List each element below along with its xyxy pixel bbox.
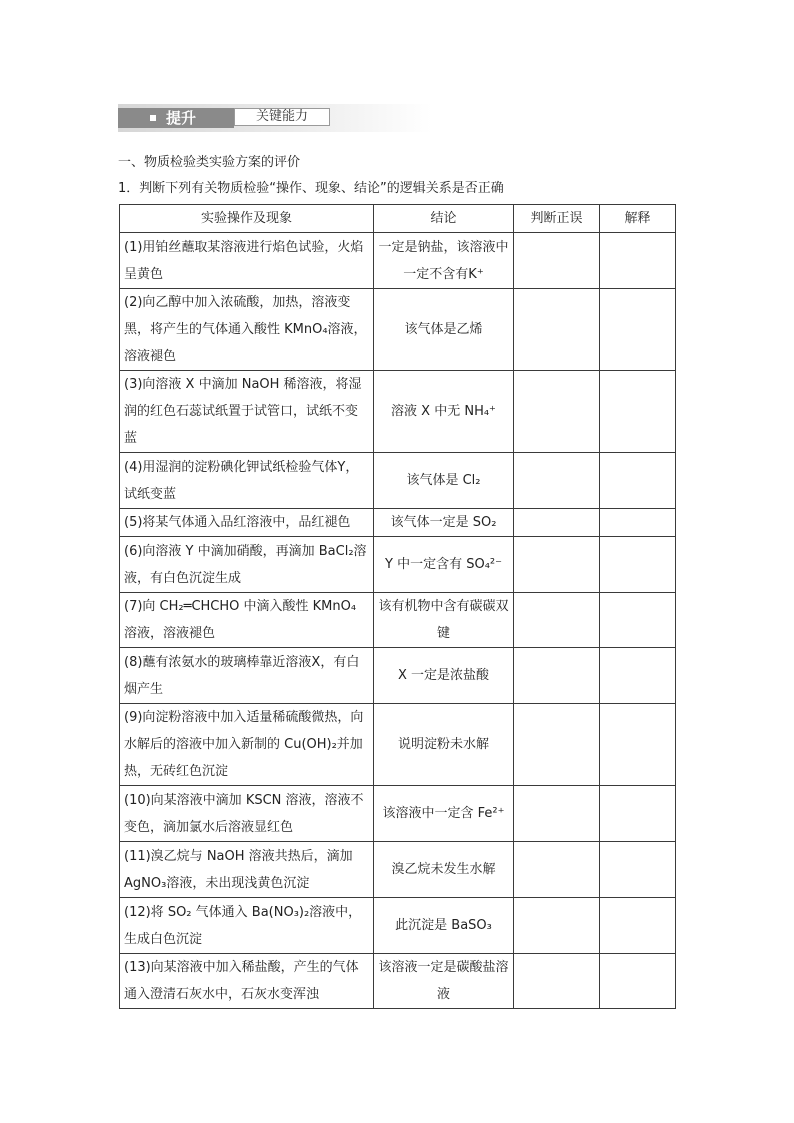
table-row (120, 648, 676, 704)
conclusion-cell: 该有机物中含有碳碳双键 (374, 593, 514, 648)
operation-cell: (1)用铂丝蘸取某溶液进行焰色试验，火焰呈黄色 (120, 233, 374, 289)
conclusion-cell: 该气体一定是 SO₂ (374, 509, 514, 537)
explanation-cell[interactable] (600, 233, 676, 289)
operation-cell: (8)蘸有浓氨水的玻璃棒靠近溶液X，有白烟产生 (120, 648, 374, 704)
judgement-cell[interactable] (514, 954, 600, 1009)
section-heading: 一、物质检验类实验方案的评价 (118, 155, 301, 170)
explanation-cell[interactable] (600, 289, 676, 371)
conclusion-cell: Y 中一定含有 SO₄²⁻ (374, 537, 514, 593)
evaluation-table (119, 204, 676, 1009)
conclusion-cell: 溶液 X 中无 NH₄⁺ (374, 371, 514, 453)
operation-cell: (9)向淀粉溶液中加入适量稀硫酸微热，向水解后的溶液中加入新制的 Cu(OH)₂并加热，无砖红色沉淀 (120, 704, 374, 786)
conclusion-cell: 溴乙烷未发生水解 (374, 842, 514, 898)
table-row (120, 593, 676, 648)
explanation-cell[interactable] (600, 648, 676, 704)
explanation-cell[interactable] (600, 786, 676, 842)
judgement-cell[interactable] (514, 233, 600, 289)
table-row (120, 704, 676, 786)
conclusion-cell: X 一定是浓盐酸 (374, 648, 514, 704)
judgement-cell[interactable] (514, 371, 600, 453)
table-row (120, 954, 676, 1009)
judgement-cell[interactable] (514, 509, 600, 537)
operation-cell: (11)溴乙烷与 NaOH 溶液共热后，滴加 AgNO₃溶液，未出现浅黄色沉淀 (120, 842, 374, 898)
table-row (120, 898, 676, 954)
conclusion-cell: 该气体是乙烯 (374, 289, 514, 371)
explanation-cell[interactable] (600, 371, 676, 453)
judgement-cell[interactable] (514, 289, 600, 371)
explanation-cell[interactable] (600, 704, 676, 786)
judgement-cell[interactable] (514, 786, 600, 842)
explanation-cell[interactable] (600, 453, 676, 509)
header-conclusion: 结论 (374, 205, 514, 233)
operation-cell: (5)将某气体通入品红溶液中，品红褪色 (120, 509, 374, 537)
operation-cell: (12)将 SO₂ 气体通入 Ba(NO₃)₂溶液中，生成白色沉淀 (120, 898, 374, 954)
explanation-cell[interactable] (600, 537, 676, 593)
judgement-cell[interactable] (514, 648, 600, 704)
header-operation: 实验操作及现象 (120, 205, 374, 233)
conclusion-cell: 该溶液中一定含 Fe²⁺ (374, 786, 514, 842)
judgement-cell[interactable] (514, 704, 600, 786)
judgement-cell[interactable] (514, 842, 600, 898)
operation-cell: (2)向乙醇中加入浓硫酸，加热，溶液变黑，将产生的气体通入酸性 KMnO₄溶液，溶液褪色 (120, 289, 374, 371)
banner-title: 提升 (166, 109, 197, 127)
explanation-cell[interactable] (600, 898, 676, 954)
operation-cell: (13)向某溶液中加入稀盐酸，产生的气体通入澄清石灰水中，石灰水变浑浊 (120, 954, 374, 1009)
operation-cell: (6)向溶液 Y 中滴加硝酸，再滴加 BaCl₂溶液，有白色沉淀生成 (120, 537, 374, 593)
conclusion-cell: 该气体是 Cl₂ (374, 453, 514, 509)
judgement-cell[interactable] (514, 453, 600, 509)
question-text: 1．判断下列有关物质检验“操作、现象、结论”的逻辑关系是否正确 (118, 181, 504, 196)
table-row (120, 371, 676, 453)
explanation-cell[interactable] (600, 842, 676, 898)
header-explanation: 解释 (600, 205, 676, 233)
explanation-cell[interactable] (600, 509, 676, 537)
table-row (120, 537, 676, 593)
table-row (120, 453, 676, 509)
banner-tab-label: 关键能力 (234, 108, 330, 126)
judgement-cell[interactable] (514, 537, 600, 593)
conclusion-cell: 此沉淀是 BaSO₃ (374, 898, 514, 954)
operation-cell: (4)用湿润的淀粉碘化钾试纸检验气体Y，试纸变蓝 (120, 453, 374, 509)
operation-cell: (3)向溶液 X 中滴加 NaOH 稀溶液，将湿润的红色石蕊试纸置于试管口，试纸不变蓝 (120, 371, 374, 453)
conclusion-cell: 该溶液一定是碳酸盐溶液 (374, 954, 514, 1009)
table-row (120, 786, 676, 842)
judgement-cell[interactable] (514, 593, 600, 648)
judgement-cell[interactable] (514, 898, 600, 954)
explanation-cell[interactable] (600, 954, 676, 1009)
table-row (120, 233, 676, 289)
conclusion-cell: 一定是钠盐，该溶液中一定不含有K⁺ (374, 233, 514, 289)
table-header-row (120, 205, 676, 233)
table-row (120, 842, 676, 898)
table-row (120, 289, 676, 371)
table-row (120, 509, 676, 537)
section-banner (118, 104, 432, 132)
square-bullet-icon (150, 115, 156, 121)
conclusion-cell: 说明淀粉未水解 (374, 704, 514, 786)
header-judgement: 判断正误 (514, 205, 600, 233)
operation-cell: (10)向某溶液中滴加 KSCN 溶液，溶液不变色，滴加氯水后溶液显红色 (120, 786, 374, 842)
explanation-cell[interactable] (600, 593, 676, 648)
operation-cell: (7)向 CH₂═CHCHO 中滴入酸性 KMnO₄溶液，溶液褪色 (120, 593, 374, 648)
